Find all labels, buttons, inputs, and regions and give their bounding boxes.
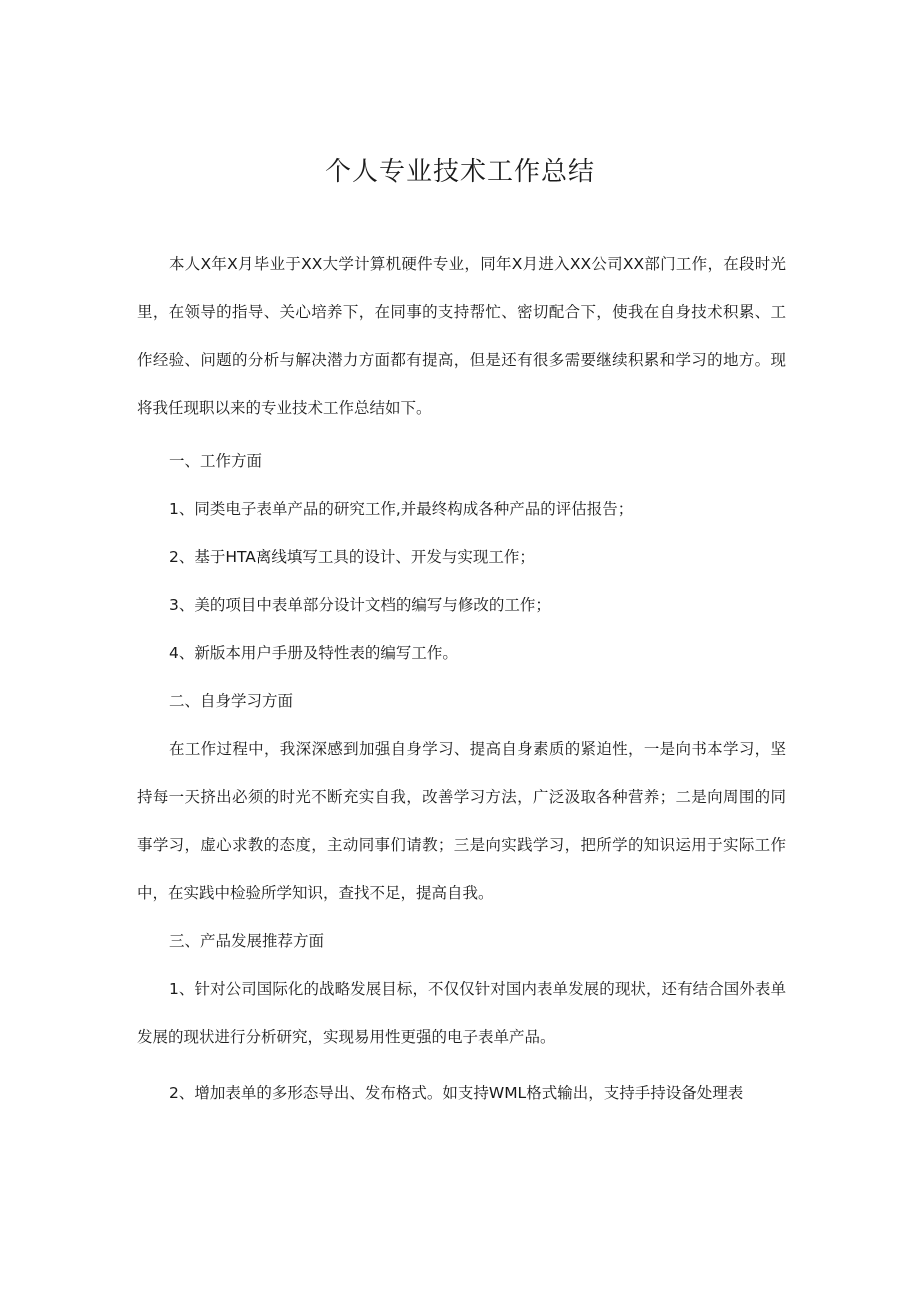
work-item-3: 3、美的项目中表单部分设计文档的编写与修改的工作；	[169, 596, 551, 614]
study-paragraph: 在工作过程中，我深深感到加强自身学习、提高自身素质的紧迫性，一是向书本学习，坚持每一天挤出必须的时光不断充实自我，改善学习方法，广泛汲取各种营养；二是向周围的同事学习，虚心求教的态度，主动同事们请教；三是向实践学习，把所学的知识运用于实际工作中，在实践中检验所学知识，查找不足，提高自我。	[137, 740, 786, 902]
intro-paragraph: 本人X年X月毕业于XX大学计算机硬件专业，同年X月进入XX公司XX部门工作，在段时光里，在领导的指导、关心培养下，在同事的支持帮忙、密切配合下，使我在自身技术积累、工作经验、问题的分析与解决潜力方面都有提高，但是还有很多需要继续积累和学习的地方。现将我任现职以来的专业技术工作总结如下。	[137, 255, 786, 417]
document-title: 个人专业技术工作总结	[324, 157, 595, 187]
work-item-4: 4、新版本用户手册及特性表的编写工作。	[169, 644, 458, 662]
section-heading-study: 二、自身学习方面	[169, 692, 294, 710]
section-heading-product: 三、产品发展推荐方面	[169, 932, 325, 950]
work-item-1: 1、同类电子表单产品的研究工作,并最终构成各种产品的评估报告；	[169, 500, 634, 518]
section-heading-work: 一、工作方面	[169, 452, 263, 470]
product-item-2: 2、增加表单的多形态导出、发布格式。如支持WML格式输出，支持手持设备处理表	[169, 1084, 744, 1102]
product-item-1: 1、针对公司国际化的战略发展目标，不仅仅针对国内表单发展的现状，还有结合国外表单发展的现状进行分析研究，实现易用性更强的电子表单产品。	[137, 980, 786, 1046]
work-item-2: 2、基于HTA离线填写工具的设计、开发与实现工作；	[169, 548, 535, 566]
